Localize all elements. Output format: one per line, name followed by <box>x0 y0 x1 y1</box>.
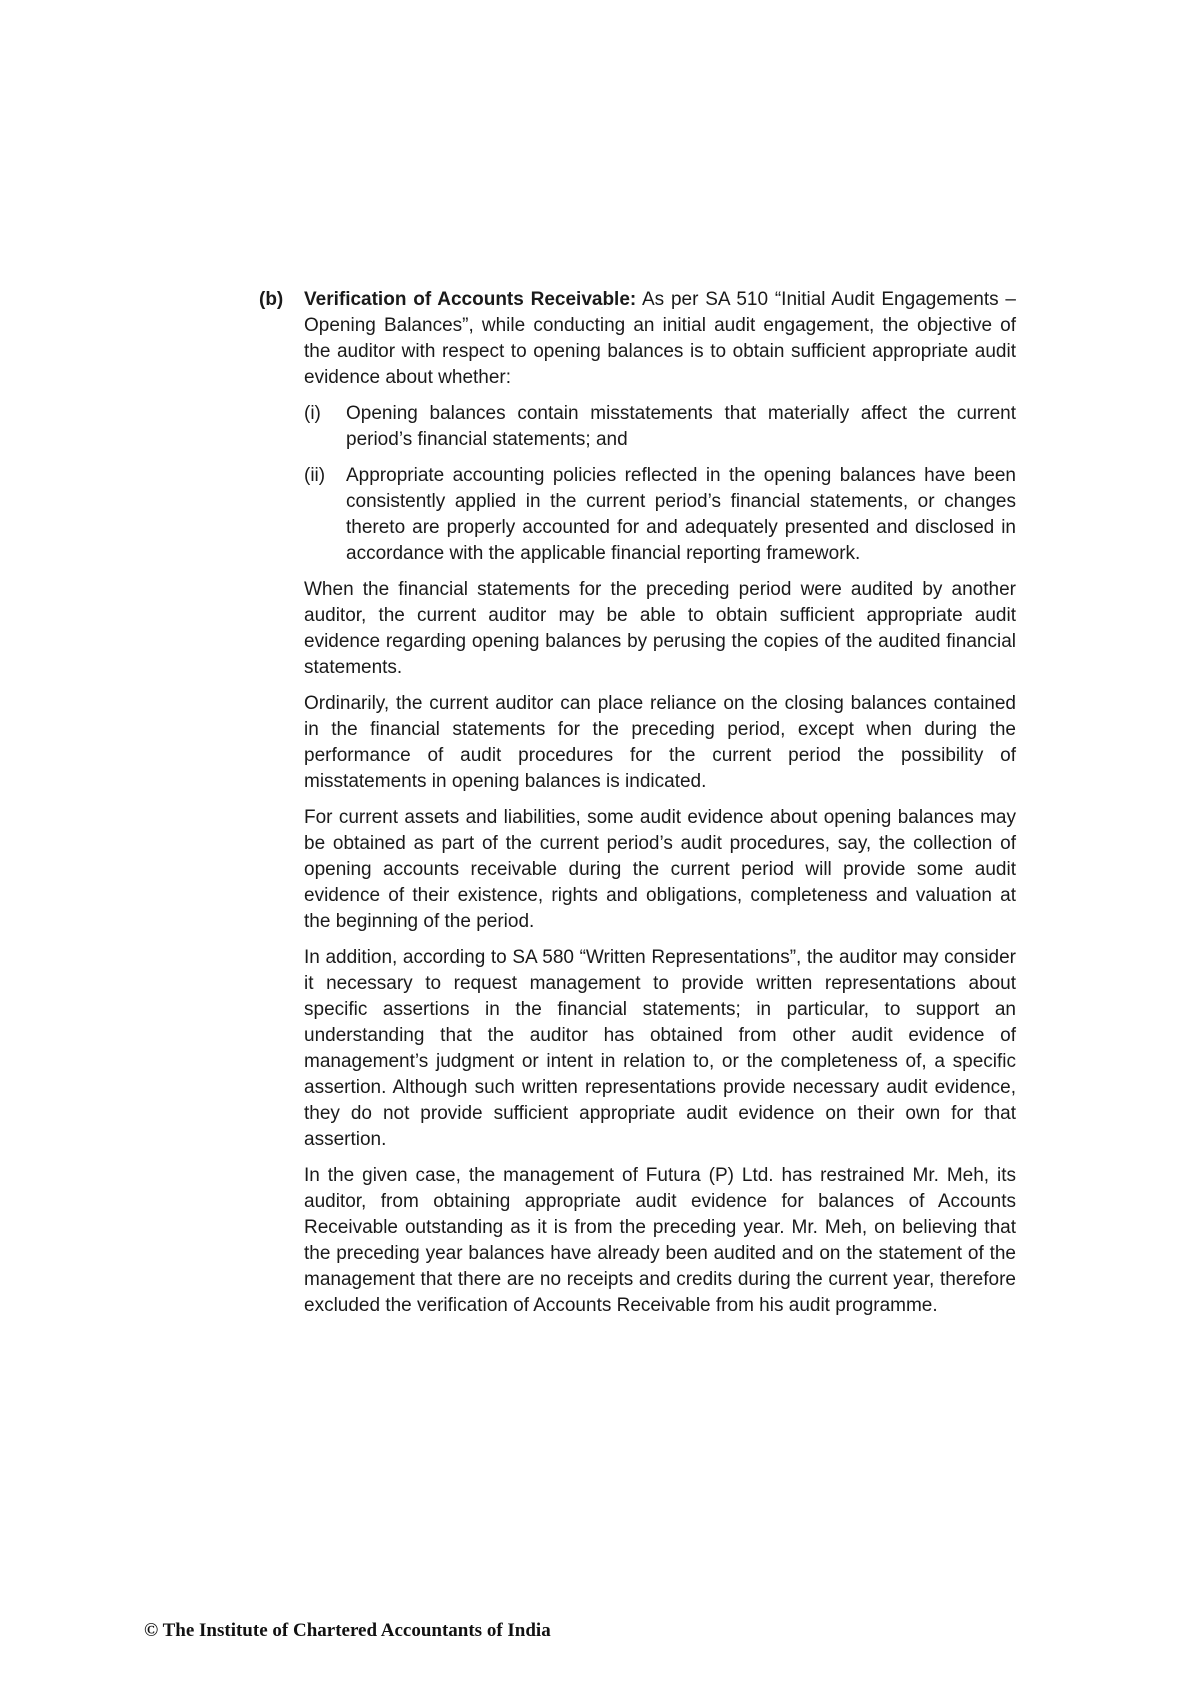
sub-item-label: (i) <box>304 403 321 424</box>
paragraph: In the given case, the management of Futura (P) Ltd. has restrained Mr. Meh, its auditor, from obtaining appropriate audit evidence for balances of Accounts Receivable outstanding as it is from the preceding year. Mr. Meh, on believing that the preceding year balances have already been audited and on the statement of the management that there are no receipts and credits during the current year, therefore excluded the verification of Accounts Receivable from his audit programme. <box>304 1165 1016 1316</box>
paragraph: In addition, according to SA 580 “Written Representations”, the auditor may consider it necessary to request management to provide written representations about specific assertions in the financial statements; in particular, to support an understanding that the auditor has obtained from other audit evidence of management’s judgment or intent in relation to, or the completeness of, a specific assertion. Although such written representations provide necessary audit evidence, they do not provide sufficient appropriate audit evidence on their own for that assertion. <box>304 947 1016 1150</box>
sub-item-text: Appropriate accounting policies reflected in the opening balances have been consistently applied in the current period’s financial statements, or changes thereto are properly accounted for and adequately presented and disclosed in accordance with the applicable financial reporting framework. <box>346 465 1016 564</box>
question-b <box>259 287 1016 577</box>
answer-content <box>259 287 1016 1329</box>
sub-item <box>304 463 1016 567</box>
sub-item-label: (ii) <box>304 465 326 486</box>
paragraph: When the financial statements for the preceding period were audited by another auditor, the current auditor may be able to obtain sufficient appropriate audit evidence regarding opening balances by perusing the copies of the audited financial statements. <box>304 579 1016 678</box>
page-footer-copyright: © The Institute of Chartered Accountants of India <box>144 1620 551 1641</box>
question-body <box>304 287 1016 577</box>
sub-item <box>304 401 1016 453</box>
paragraph: For current assets and liabilities, some audit evidence about opening balances may be obtained as part of the current period’s audit procedures, say, the collection of opening accounts receivable during the current period will provide some audit evidence of their existence, rights and obligations, completeness and valuation at the beginning of the period. <box>304 807 1016 932</box>
question-label: (b) <box>259 289 284 310</box>
paragraph: Ordinarily, the current auditor can place reliance on the closing balances contained in the financial statements for the preceding period, except when during the performance of audit procedures for the current period the possibility of misstatements in opening balances is indicated. <box>304 693 1016 792</box>
question-heading: Verification of Accounts Receivable: <box>304 289 637 310</box>
sub-item-text: Opening balances contain misstatements that materially affect the current period’s financial statements; and <box>346 403 1016 450</box>
question-intro: As per SA 510 “Initial Audit Engagements – Opening Balances”, while conducting an initial audit engagement, the objective of the auditor with respect to opening balances is to obtain sufficient appropriate audit evidence about whether: <box>304 289 1017 388</box>
sub-item-list <box>304 401 1016 567</box>
